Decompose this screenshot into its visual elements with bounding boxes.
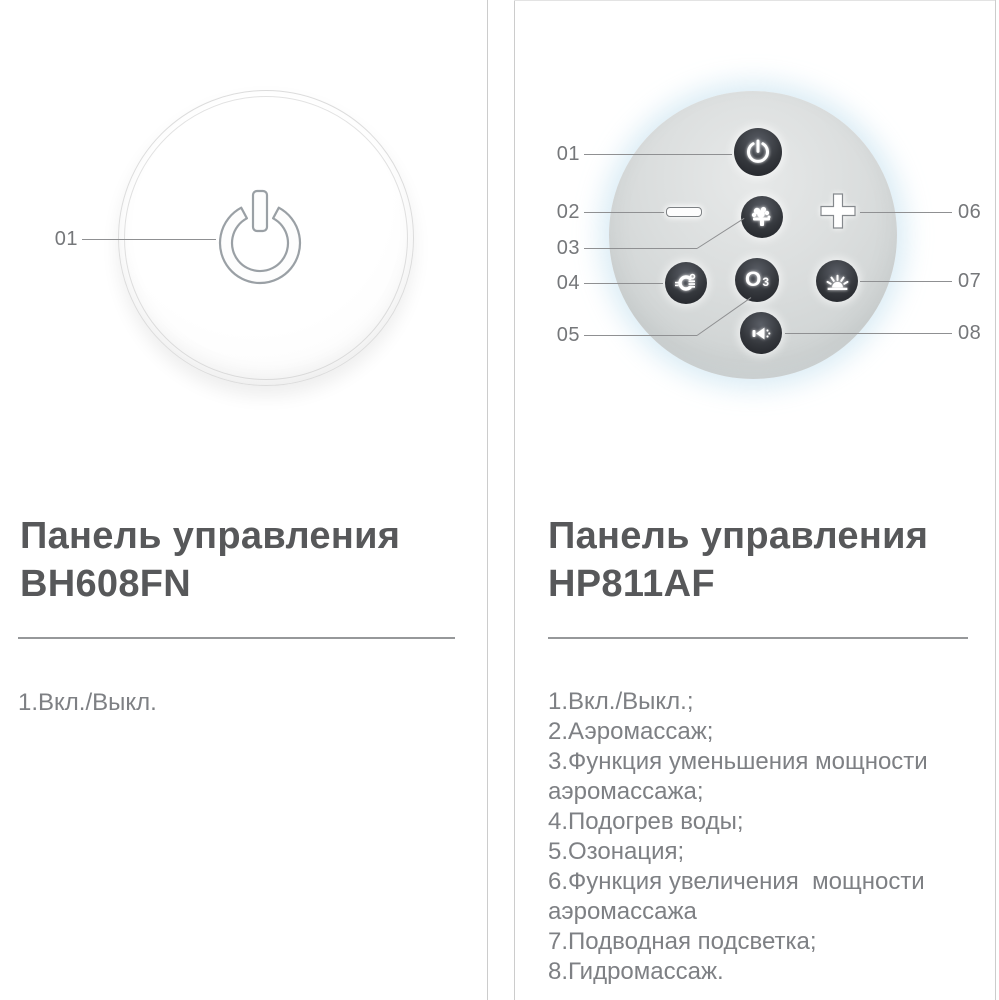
callout-05: 05 <box>556 324 580 346</box>
callout-03: 03 <box>556 237 580 259</box>
o3-label: O <box>744 268 762 291</box>
power-icon <box>743 137 773 167</box>
callout-line-06 <box>860 212 952 213</box>
feature-list <box>548 687 988 987</box>
feature-item: 2.Аэромассаж; <box>548 718 714 745</box>
power-icon <box>205 188 315 298</box>
power-button <box>734 128 782 176</box>
feature-item: 5.Озонация; <box>548 838 685 865</box>
callout-line-04 <box>584 283 663 284</box>
hydrojet-icon <box>748 320 774 346</box>
panel-heading <box>20 512 465 608</box>
feature-item: 1.Вкл./Выкл.; <box>548 688 694 715</box>
water-heater-icon <box>673 270 699 296</box>
o3-subscript: 3 <box>762 275 770 289</box>
water-heating-button <box>665 262 707 304</box>
aeromassage-button <box>741 196 783 238</box>
callout-01: 01 <box>556 143 580 165</box>
feature-item: 7.Подводная подсветка; <box>548 928 817 955</box>
panel-model: BH608FN <box>20 563 192 605</box>
panel-title: Панель управления <box>548 515 929 557</box>
callout-02: 02 <box>556 201 580 223</box>
callout-line-05 <box>584 335 697 336</box>
callout-line-08 <box>785 333 952 334</box>
panel-heading <box>548 512 993 608</box>
bubbles-icon <box>748 203 776 231</box>
callout-line-01 <box>82 239 216 240</box>
callout-line-01 <box>584 154 732 155</box>
minus-icon <box>666 207 702 217</box>
feature-item: 8.Гидромассаж. <box>548 958 724 985</box>
callout-04: 04 <box>556 272 580 294</box>
right-edge-border <box>995 0 996 1000</box>
callout-line-03 <box>584 248 697 249</box>
feature-item: 4.Подогрев воды; <box>548 808 744 835</box>
feature-list <box>18 688 458 718</box>
feature-item: 1.Вкл./Выкл. <box>18 689 157 716</box>
callout-07: 07 <box>958 270 982 292</box>
underwater-light-button <box>816 260 858 302</box>
column-divider-left <box>487 0 488 1000</box>
callout-06: 06 <box>958 201 982 223</box>
panel-title: Панель управления <box>20 515 401 557</box>
callout-line-02 <box>584 212 664 213</box>
o3-icon <box>745 268 769 292</box>
underwater-light-icon <box>824 268 851 295</box>
callout-line-07 <box>860 281 952 282</box>
callout-01: 01 <box>54 228 78 250</box>
right-cell-top-border <box>514 0 995 1</box>
section-divider <box>18 637 455 639</box>
ozone-button <box>735 258 779 302</box>
section-divider <box>548 637 968 639</box>
panel-model: HP811AF <box>548 563 715 605</box>
feature-item: 3.Функция уменьшения мощности аэромассажа; <box>548 748 935 805</box>
hydromassage-button <box>740 312 782 354</box>
callout-08: 08 <box>958 322 982 344</box>
column-divider-right <box>514 0 515 1000</box>
feature-item: 6.Функция увеличения мощности аэромассажа <box>548 868 932 925</box>
plus-icon <box>818 191 858 231</box>
